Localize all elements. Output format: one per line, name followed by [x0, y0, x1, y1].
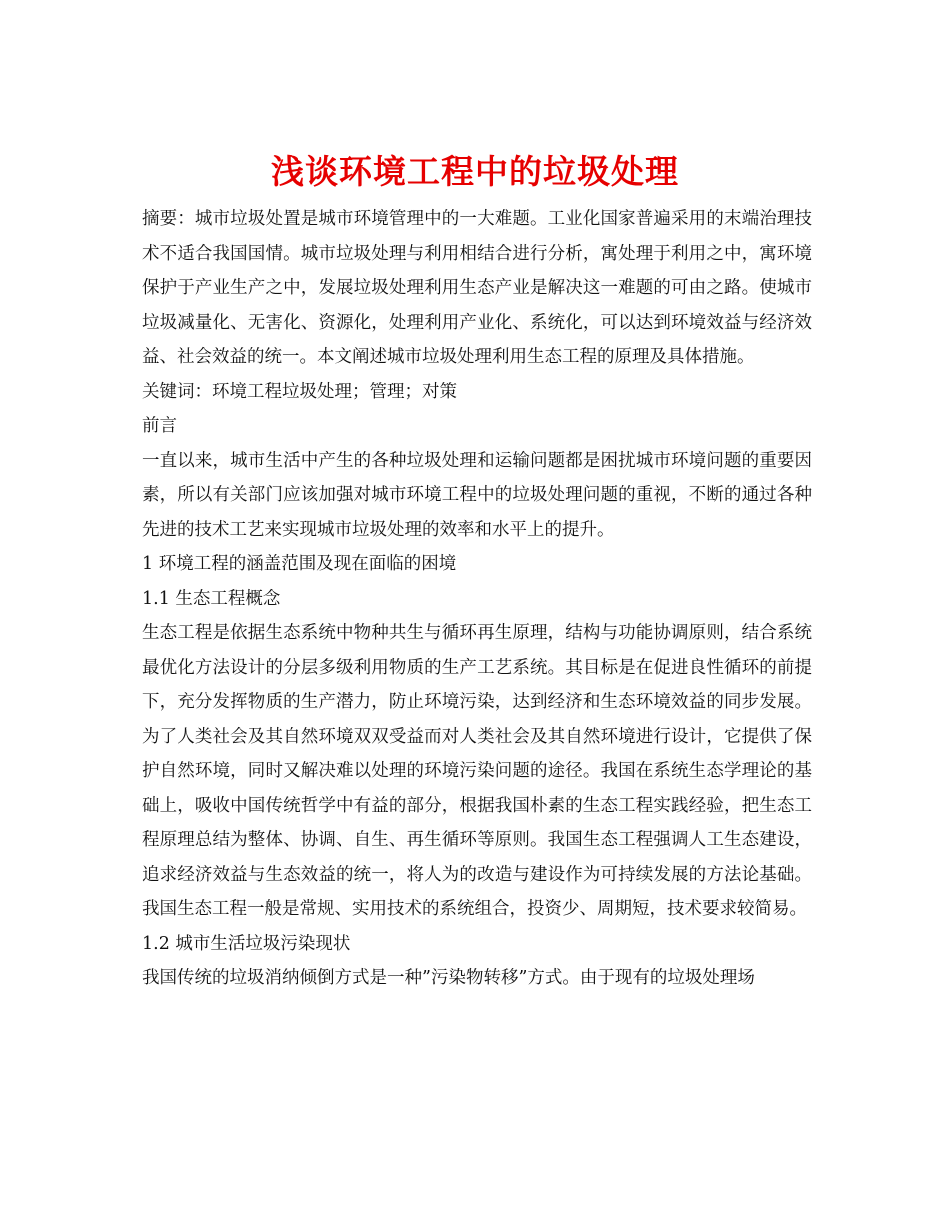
- keywords-line: 关键词：环境工程垃圾处理；管理；对策: [142, 381, 457, 402]
- section-1-2-paragraph: 我国传统的垃圾消纳倾倒方式是一种”污染物转移”方式。由于现有的垃圾处理场: [142, 968, 755, 988]
- document-body: [142, 202, 812, 996]
- preface-paragraph: 一直以来，城市生活中产生的各种垃圾处理和运输问题都是困扰城市环境问题的重要因素，所以有关部门应该加强对城市环境工程中的垃圾处理问题的重视，不断的通过各种先进的技术工艺来实现城市垃圾处理的效率和水平上的提升。: [142, 450, 812, 540]
- document-title: 浅谈环境工程中的垃圾处理: [271, 152, 679, 192]
- section-1-1-paragraph: 生态工程是依据生态系统中物种共生与循环再生原理，结构与功能协调原则，结合系统最优化方法设计的分层多级利用物质的生产工艺系统。其目标是在促进良性循环的前提下，充分发挥物质的生产潜力，防止环境污染，达到经济和生态环境效益的同步发展。为了人类社会及其自然环境双双受益而对人类社会及其自然环境进行设计，它提供了保护自然环境，同时又解决难以处理的环境污染问题的途径。我国在系统生态学理论的基础上，吸收中国传统哲学中有益的部分，根据我国朴素的生态工程实践经验，把生态工程原理总结为整体、协调、自生、再生循环等原则。我国生态工程强调人工生态建设，追求经济效益与生态效益的统一，将人为的改造与建设作为可持续发展的方法论基础。我国生态工程一般是常规、实用技术的系统组合，投资少、周期短，技术要求较简易。: [142, 623, 812, 919]
- section-1-2-heading: 1.2 城市生活垃圾污染现状: [142, 933, 351, 954]
- preface-heading: 前言: [142, 416, 177, 436]
- abstract-paragraph: 摘要：城市垃圾处置是城市环境管理中的一大难题。工业化国家普遍采用的末端治理技术不适合我国国情。城市垃圾处理与利用相结合进行分析，寓处理于利用之中，寓环境保护于产业生产之中，发展垃圾处理利用生态产业是解决这一难题的可由之路。使城市垃圾减量化、无害化、资源化，处理利用产业化、系统化，可以达到环境效益与经济效益、社会效益的统一。本文阐述城市垃圾处理利用生态工程的原理及具体措施。: [142, 209, 812, 367]
- section-1-heading: 1 环境工程的涵盖范围及现在面临的困境: [142, 554, 457, 574]
- section-1-1-heading: 1.1 生态工程概念: [142, 588, 281, 609]
